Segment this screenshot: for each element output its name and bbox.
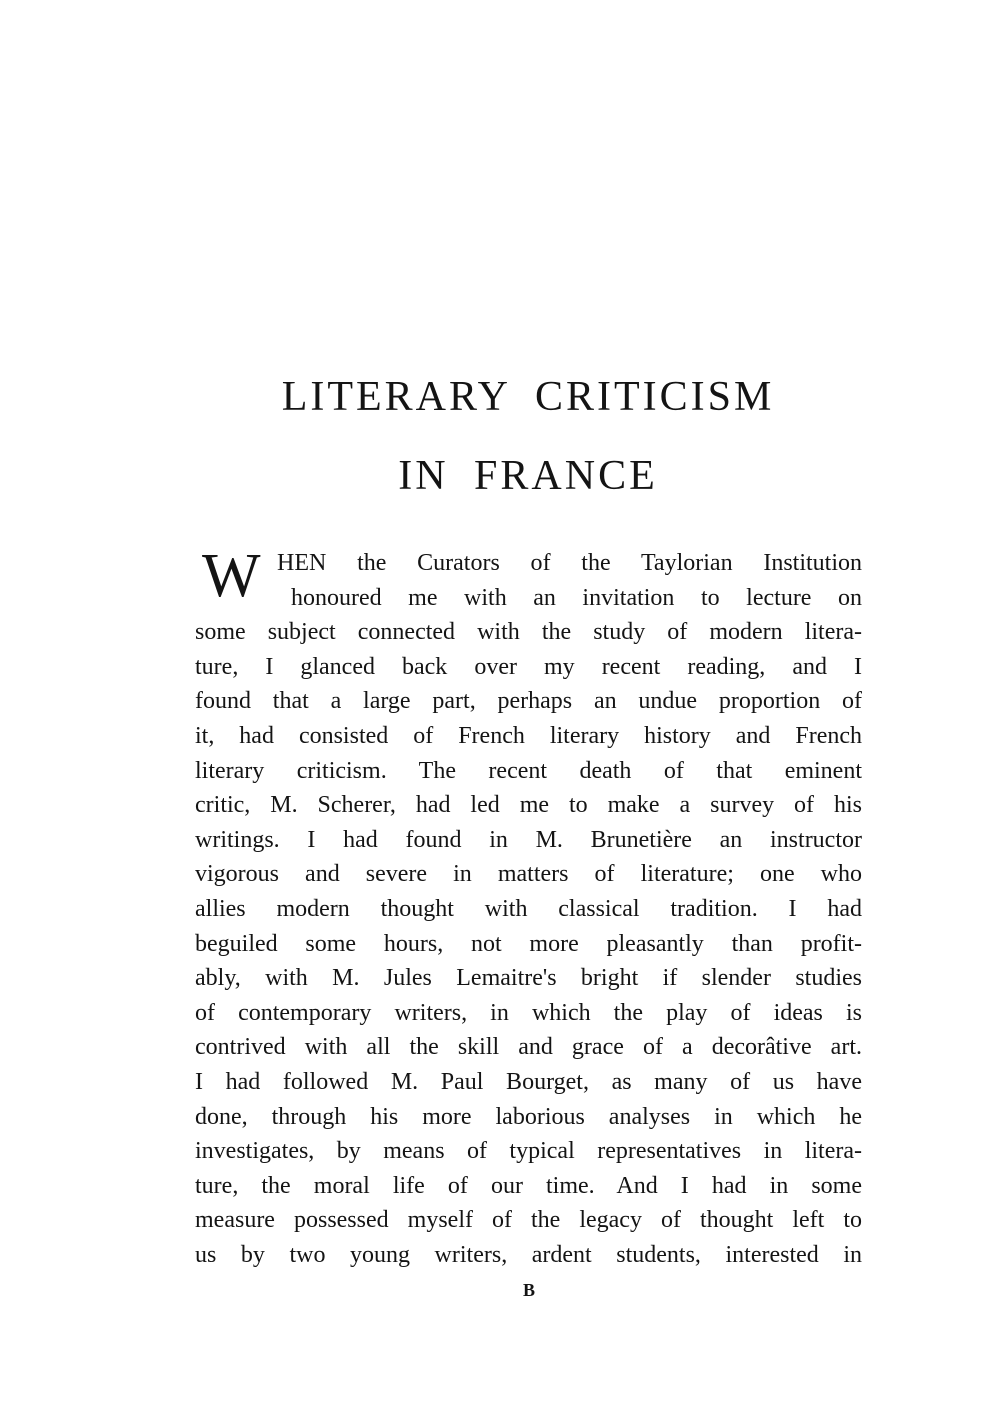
text-line: contrived with all the skill and grace of a decorâtive art. — [195, 1034, 862, 1061]
text-line: investigates, by means of typical representatives in litera- — [195, 1138, 862, 1165]
text-line: vigorous and severe in matters of literature; one who — [195, 861, 862, 888]
text-line: HEN the Curators of the Taylorian Institution — [277, 550, 862, 576]
text-line: us by two young writers, ardent students, interested in — [195, 1241, 862, 1268]
text-line: beguiled some hours, not more pleasantly than profit- — [195, 930, 862, 957]
chapter-title-line-2: IN FRANCE — [398, 453, 658, 499]
text-line: done, through his more laborious analyses in which he — [195, 1103, 862, 1130]
text-line: allies modern thought with classical tradition. I had — [195, 895, 862, 922]
text-line: literary criticism. The recent death of that eminent — [195, 757, 862, 784]
text-line: ture, I glanced back over my recent reading, and I — [195, 653, 862, 680]
text-line: ably, with M. Jules Lemaitre's bright if slender studies — [195, 965, 862, 992]
drop-cap: W — [202, 542, 261, 610]
text-line: writings. I had found in M. Brunetière an instructor — [195, 826, 862, 853]
text-line: I had followed M. Paul Bourget, as many of us have — [195, 1068, 862, 1095]
text-line: some subject connected with the study of modern litera- — [195, 619, 862, 646]
text-line: honoured me with an invitation to lecture on — [291, 584, 862, 611]
text-line: ture, the moral life of our time. And I had in some — [195, 1172, 862, 1199]
body-paragraph — [195, 542, 862, 1272]
text-line: critic, M. Scherer, had led me to make a survey of his — [195, 792, 862, 819]
text-line: measure possessed myself of the legacy of thought left to — [195, 1207, 862, 1234]
signature-mark: B — [522, 1280, 535, 1300]
text-line: found that a large part, perhaps an undue proportion of — [195, 688, 862, 715]
chapter-title-line-1: LITERARY CRITICISM — [281, 374, 775, 420]
text-line: it, had consisted of French literary history and French — [195, 722, 862, 749]
text-line: of contemporary writers, in which the play of ideas is — [195, 999, 862, 1026]
